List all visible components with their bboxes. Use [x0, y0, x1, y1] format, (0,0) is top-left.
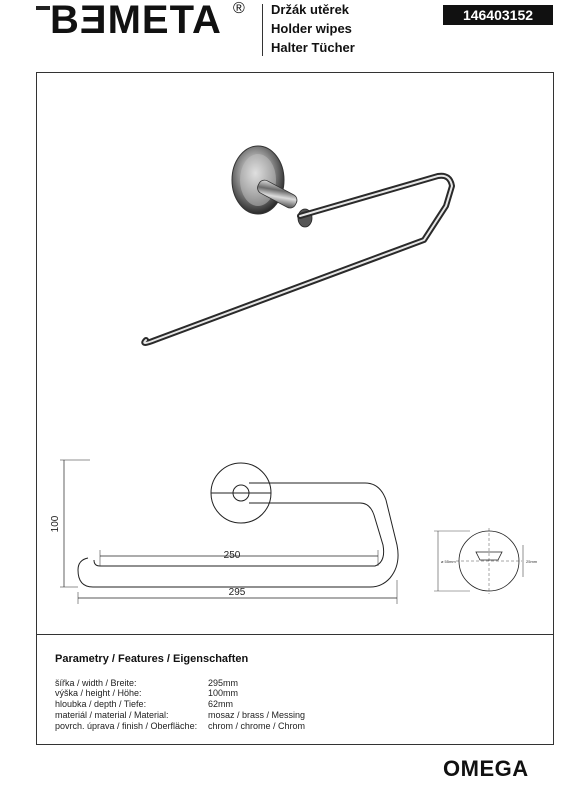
dim-inner-width-label: 250: [223, 550, 241, 561]
registered-mark: ®: [233, 0, 245, 17]
param-label-width: šířka / width / Breite:: [55, 678, 137, 688]
section-divider: [36, 634, 554, 635]
product-code-badge: 146403152: [443, 5, 553, 25]
param-value-height: 100mm: [208, 688, 239, 698]
parameters-title: Parametry / Features / Eigenschaften: [55, 653, 249, 665]
param-value-width: 295mm: [208, 678, 239, 688]
dim-overall-width-label: 295: [228, 587, 246, 598]
dim-flange-diameter-label: ø 55mm: [441, 559, 456, 564]
param-label-height: výška / height / Höhe:: [55, 688, 142, 698]
dim-height-label: 100: [50, 515, 61, 533]
brand-logo: BƎMETA: [50, 0, 222, 42]
title-de: Halter Tücher: [271, 40, 355, 55]
param-value-material: mosaz / brass / Messing: [208, 710, 306, 720]
title-en: Holder wipes: [271, 21, 352, 36]
title-cs: Držák utěrek: [271, 2, 350, 17]
technical-front-view: [60, 460, 398, 604]
param-value-finish: chrom / chrome / Chrom: [208, 721, 306, 731]
dim-flange-depth-label: 25mm: [526, 559, 538, 564]
model-name: OMEGA: [443, 756, 529, 781]
product-photo: [144, 146, 452, 343]
param-value-depth: 62mm: [208, 699, 234, 709]
param-label-material: materiál / material / Material:: [55, 710, 169, 720]
param-label-depth: hloubka / depth / Tiefe:: [55, 699, 147, 709]
param-label-finish: povrch. úprava / finish / Oberfläche:: [55, 721, 198, 731]
